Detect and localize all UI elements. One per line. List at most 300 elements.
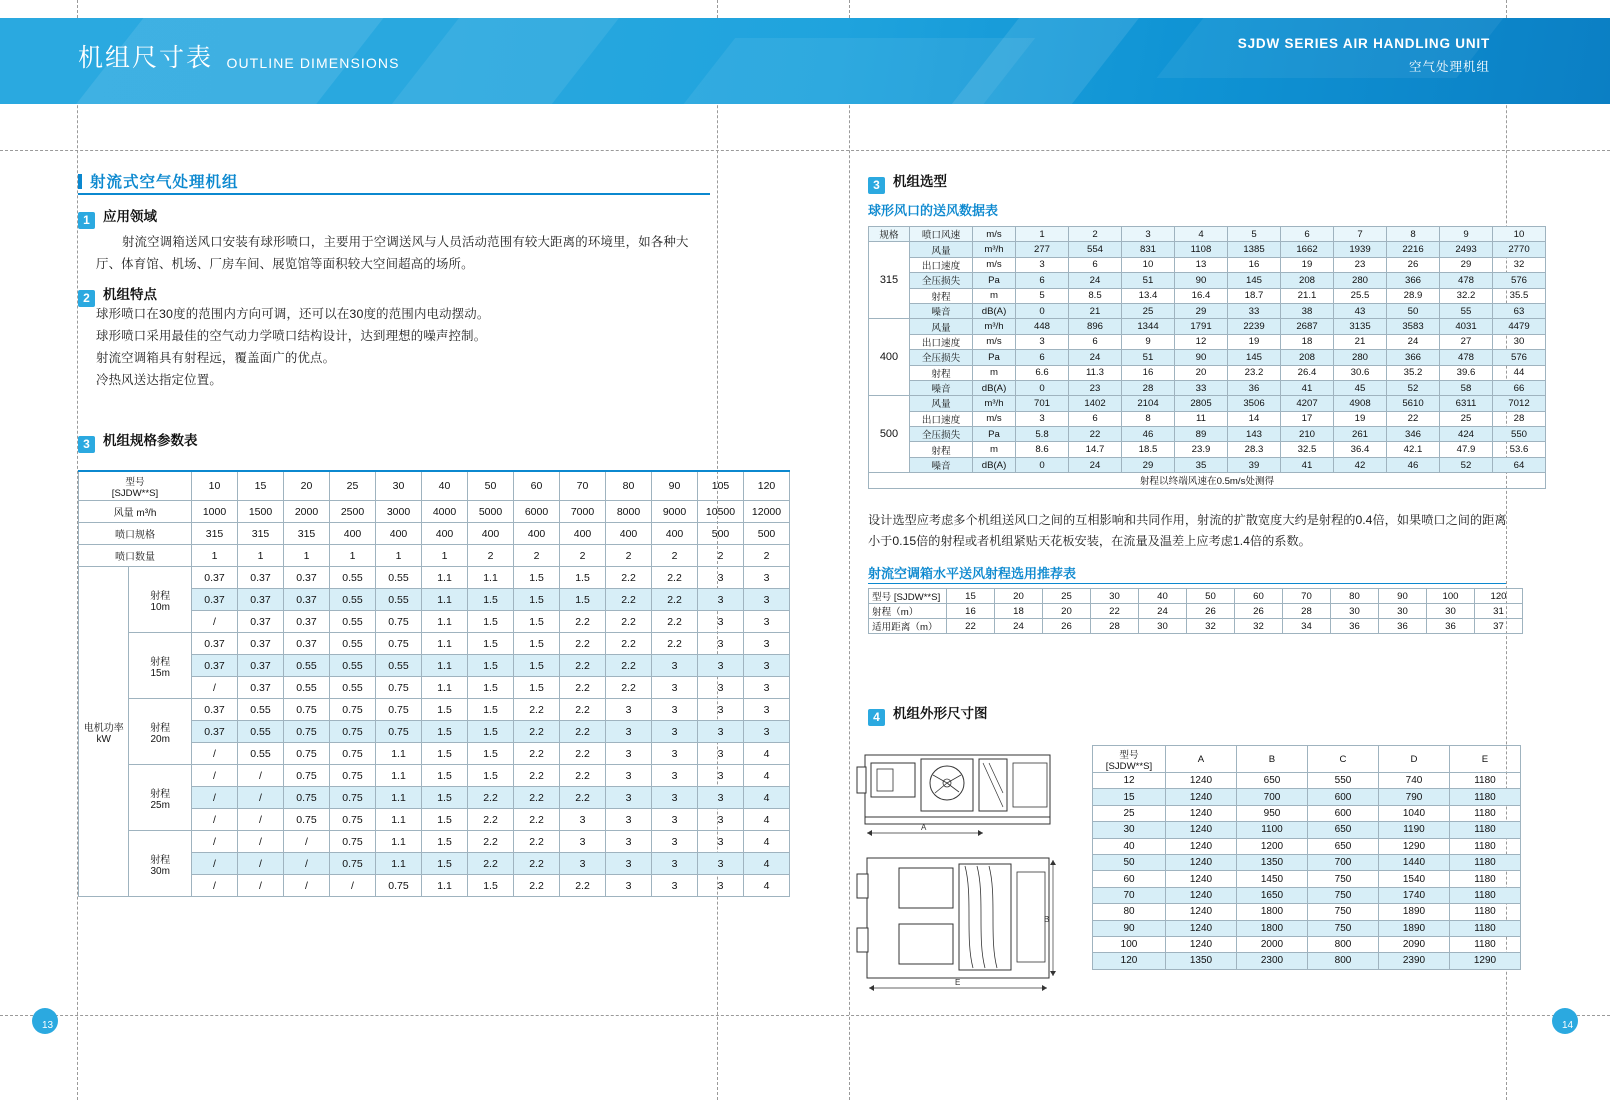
dims-value-cell: 12 bbox=[1093, 773, 1166, 789]
spec-power-cell: 2.2 bbox=[560, 743, 606, 765]
spec-power-cell: 1.1 bbox=[376, 809, 422, 831]
dims-value-cell: 1740 bbox=[1379, 887, 1450, 903]
travel-value-cell: 31 bbox=[1475, 604, 1523, 619]
select-value-cell: 28 bbox=[1493, 411, 1546, 426]
spec-model-cell: 105 bbox=[698, 471, 744, 501]
spec-power-cell: 3 bbox=[652, 809, 698, 831]
spec-power-cell: 2.2 bbox=[560, 677, 606, 699]
select-value-cell: 24 bbox=[1387, 334, 1440, 349]
select-value-cell: 261 bbox=[1334, 427, 1387, 442]
dims-value-cell: 1100 bbox=[1237, 822, 1308, 838]
select-corner-size: 规格 bbox=[869, 227, 910, 242]
select-row-label: 射程 bbox=[910, 288, 973, 303]
select-value-cell: 39.6 bbox=[1440, 365, 1493, 380]
travel-value-cell: 90 bbox=[1379, 589, 1427, 604]
nozzle-air-supply-table bbox=[868, 226, 1546, 489]
select-value-cell: 11 bbox=[1175, 411, 1228, 426]
spec-value-cell: 400 bbox=[468, 523, 514, 545]
spec-power-cell: 3 bbox=[698, 853, 744, 875]
spec-power-cell: 2.2 bbox=[514, 787, 560, 809]
spec-model-cell: 50 bbox=[468, 471, 514, 501]
page-title bbox=[78, 38, 400, 74]
select-value-cell: 1385 bbox=[1228, 242, 1281, 257]
select-value-cell: 576 bbox=[1493, 273, 1546, 288]
dims-value-cell: 600 bbox=[1308, 789, 1379, 805]
select-value-cell: 55 bbox=[1440, 303, 1493, 318]
select-value-cell: 478 bbox=[1440, 273, 1493, 288]
select-value-cell: 3 bbox=[1016, 257, 1069, 272]
spec-power-cell: 0.55 bbox=[330, 589, 376, 611]
dims-value-cell: 750 bbox=[1308, 871, 1379, 887]
select-value-cell: 16.4 bbox=[1175, 288, 1228, 303]
spec-value-cell: 500 bbox=[698, 523, 744, 545]
spec-power-cell: 0.55 bbox=[238, 743, 284, 765]
table-row bbox=[1093, 920, 1521, 936]
table-row bbox=[869, 427, 1546, 442]
spec-power-cell: 1.1 bbox=[422, 633, 468, 655]
select-value-cell: 41 bbox=[1281, 380, 1334, 395]
table-row bbox=[79, 765, 790, 787]
spec-power-cell: 3 bbox=[744, 633, 790, 655]
table-row bbox=[1093, 887, 1521, 903]
travel-value-cell: 70 bbox=[1283, 589, 1331, 604]
spec-power-cell: 0.37 bbox=[284, 589, 330, 611]
dims-value-cell: 750 bbox=[1308, 887, 1379, 903]
select-row-unit: Pa bbox=[973, 273, 1016, 288]
spec-power-label: 电机功率 kW bbox=[79, 567, 129, 897]
dims-value-cell: 1440 bbox=[1379, 854, 1450, 870]
spec-value-cell: 400 bbox=[422, 523, 468, 545]
dims-value-cell: 800 bbox=[1308, 953, 1379, 969]
travel-value-cell: 24 bbox=[995, 619, 1043, 634]
table-row bbox=[79, 523, 790, 545]
spec-power-cell: 3 bbox=[652, 677, 698, 699]
select-value-cell: 51 bbox=[1122, 350, 1175, 365]
select-value-cell: 8.5 bbox=[1069, 288, 1122, 303]
table-row bbox=[869, 350, 1546, 365]
table-row bbox=[869, 288, 1546, 303]
dims-value-cell: 100 bbox=[1093, 936, 1166, 952]
select-row-label: 噪音 bbox=[910, 457, 973, 472]
spec-power-cell: 0.37 bbox=[192, 655, 238, 677]
select-value-cell: 13 bbox=[1175, 257, 1228, 272]
spec-power-cell: 3 bbox=[652, 765, 698, 787]
table-row bbox=[79, 545, 790, 567]
banner-series-label bbox=[1238, 36, 1490, 75]
select-value-cell: 5.8 bbox=[1016, 427, 1069, 442]
spec-power-cell: 1.1 bbox=[376, 743, 422, 765]
select-value-cell: 27 bbox=[1440, 334, 1493, 349]
spec-value-cell: 315 bbox=[238, 523, 284, 545]
travel-value-cell: 30 bbox=[1379, 604, 1427, 619]
block-number: 3 bbox=[868, 177, 885, 194]
spec-power-cell: 3 bbox=[606, 831, 652, 853]
spec-power-cell: 3 bbox=[606, 875, 652, 897]
block-number: 1 bbox=[78, 212, 95, 229]
select-row-unit: m³/h bbox=[973, 396, 1016, 411]
spec-power-cell: 3 bbox=[744, 677, 790, 699]
spec-power-cell: 2.2 bbox=[606, 677, 652, 699]
select-value-cell: 22 bbox=[1069, 427, 1122, 442]
select-value-cell: 28.3 bbox=[1228, 442, 1281, 457]
spec-power-cell: 1.5 bbox=[468, 875, 514, 897]
select-row-unit: m bbox=[973, 442, 1016, 457]
spec-power-cell: 3 bbox=[606, 853, 652, 875]
select-value-cell: 24 bbox=[1069, 350, 1122, 365]
svg-text:E: E bbox=[955, 978, 961, 987]
spec-power-cell: 2.2 bbox=[606, 655, 652, 677]
spec-power-cell: / bbox=[238, 831, 284, 853]
spec-model-cell: 30 bbox=[376, 471, 422, 501]
select-value-cell: 11.3 bbox=[1069, 365, 1122, 380]
dims-value-cell: 1240 bbox=[1166, 822, 1237, 838]
select-row-label: 出口速度 bbox=[910, 334, 973, 349]
spec-power-cell: 0.37 bbox=[192, 699, 238, 721]
spec-power-cell: 1.5 bbox=[422, 831, 468, 853]
spec-power-cell: 3 bbox=[652, 721, 698, 743]
spec-model-cell: 120 bbox=[744, 471, 790, 501]
spec-value-cell: 8000 bbox=[606, 501, 652, 523]
select-row-label: 全压损失 bbox=[910, 273, 973, 288]
spec-power-cell: / bbox=[238, 875, 284, 897]
travel-value-cell: 100 bbox=[1427, 589, 1475, 604]
select-column-header: 10 bbox=[1493, 227, 1546, 242]
spec-value-cell: 400 bbox=[606, 523, 652, 545]
select-table-title: 球形风口的送风数据表 bbox=[868, 203, 999, 218]
select-value-cell: 14 bbox=[1228, 411, 1281, 426]
select-value-cell: 1108 bbox=[1175, 242, 1228, 257]
spec-power-cell: 3 bbox=[606, 809, 652, 831]
select-value-cell: 6.6 bbox=[1016, 365, 1069, 380]
select-value-cell: 42.1 bbox=[1387, 442, 1440, 457]
travel-value-cell: 32 bbox=[1235, 619, 1283, 634]
select-row-unit: m³/h bbox=[973, 242, 1016, 257]
spec-power-cell: 0.55 bbox=[376, 589, 422, 611]
select-value-cell: 66 bbox=[1493, 380, 1546, 395]
select-value-cell: 1344 bbox=[1122, 319, 1175, 334]
travel-value-cell: 22 bbox=[947, 619, 995, 634]
select-row-unit: dB(A) bbox=[973, 380, 1016, 395]
spec-power-cell: 1.1 bbox=[422, 589, 468, 611]
select-value-cell: 89 bbox=[1175, 427, 1228, 442]
select-value-cell: 19 bbox=[1228, 334, 1281, 349]
spec-power-cell: 0.55 bbox=[238, 699, 284, 721]
travel-value-cell: 80 bbox=[1331, 589, 1379, 604]
select-column-header: 8 bbox=[1387, 227, 1440, 242]
block-heading-selection bbox=[868, 170, 947, 194]
select-value-cell: 22 bbox=[1387, 411, 1440, 426]
travel-value-cell: 15 bbox=[947, 589, 995, 604]
travel-value-cell: 28 bbox=[1091, 619, 1139, 634]
dims-header-cell: D bbox=[1379, 746, 1450, 773]
select-unit-header: m/s bbox=[973, 227, 1016, 242]
block-number: 4 bbox=[868, 709, 885, 726]
select-value-cell: 24 bbox=[1069, 273, 1122, 288]
left-section-title bbox=[78, 170, 239, 192]
select-value-cell: 0 bbox=[1016, 457, 1069, 472]
select-row-unit: m bbox=[973, 288, 1016, 303]
dims-value-cell: 1180 bbox=[1450, 854, 1521, 870]
block-title: 机组外形尺寸图 bbox=[893, 706, 988, 721]
select-value-cell: 28.9 bbox=[1387, 288, 1440, 303]
spec-power-cell: 2.2 bbox=[560, 633, 606, 655]
select-value-cell: 5 bbox=[1016, 288, 1069, 303]
spec-row-label: 喷口规格 bbox=[79, 523, 192, 545]
spec-model-cell: 40 bbox=[422, 471, 468, 501]
travel-value-cell: 25 bbox=[1043, 589, 1091, 604]
dims-value-cell: 1450 bbox=[1237, 871, 1308, 887]
select-value-cell: 210 bbox=[1281, 427, 1334, 442]
table-row bbox=[869, 604, 1523, 619]
select-value-cell: 2216 bbox=[1387, 242, 1440, 257]
spec-power-cell: 2.2 bbox=[652, 611, 698, 633]
select-value-cell: 4031 bbox=[1440, 319, 1493, 334]
dims-header-cell: 型号 [SJDW**S] bbox=[1093, 746, 1166, 773]
travel-value-cell: 28 bbox=[1283, 604, 1331, 619]
table-row bbox=[869, 257, 1546, 272]
select-value-cell: 17 bbox=[1281, 411, 1334, 426]
select-value-cell: 208 bbox=[1281, 273, 1334, 288]
table-row bbox=[1093, 936, 1521, 952]
select-value-cell: 50 bbox=[1387, 303, 1440, 318]
dims-value-cell: 1240 bbox=[1166, 887, 1237, 903]
spec-model-cell: 15 bbox=[238, 471, 284, 501]
select-value-cell: 52 bbox=[1440, 457, 1493, 472]
select-row-unit: Pa bbox=[973, 350, 1016, 365]
select-corner-velocity: 喷口风速 bbox=[910, 227, 973, 242]
table-row bbox=[869, 303, 1546, 318]
spec-value-cell: 7000 bbox=[560, 501, 606, 523]
spec-power-cell: 0.55 bbox=[330, 633, 376, 655]
spec-model-cell: 10 bbox=[192, 471, 238, 501]
spec-power-cell: 1.5 bbox=[560, 567, 606, 589]
horizontal-throw-table bbox=[868, 588, 1523, 634]
travel-value-cell: 120 bbox=[1475, 589, 1523, 604]
travel-value-cell: 26 bbox=[1235, 604, 1283, 619]
spec-power-cell: / bbox=[192, 787, 238, 809]
travel-value-cell: 36 bbox=[1331, 619, 1379, 634]
select-value-cell: 448 bbox=[1016, 319, 1069, 334]
table-row bbox=[869, 619, 1523, 634]
spec-model-cell: 80 bbox=[606, 471, 652, 501]
dims-value-cell: 600 bbox=[1308, 805, 1379, 821]
select-value-cell: 30.6 bbox=[1334, 365, 1387, 380]
dims-value-cell: 790 bbox=[1379, 789, 1450, 805]
select-value-cell: 0 bbox=[1016, 303, 1069, 318]
spec-power-cell: 0.75 bbox=[284, 809, 330, 831]
spec-power-cell: 1.5 bbox=[514, 611, 560, 633]
spec-power-cell: 2.2 bbox=[514, 699, 560, 721]
travel-value-cell: 32 bbox=[1187, 619, 1235, 634]
spec-power-cell: 1.1 bbox=[422, 611, 468, 633]
select-value-cell: 32 bbox=[1493, 257, 1546, 272]
select-value-cell: 0 bbox=[1016, 380, 1069, 395]
table-row bbox=[869, 380, 1546, 395]
page-title-en: OUTLINE DIMENSIONS bbox=[226, 55, 400, 71]
spec-power-cell: 3 bbox=[606, 699, 652, 721]
select-value-cell: 23.9 bbox=[1175, 442, 1228, 457]
select-row-unit: m/s bbox=[973, 257, 1016, 272]
spec-power-cell: 3 bbox=[698, 787, 744, 809]
spec-power-cell: 0.75 bbox=[330, 699, 376, 721]
spec-power-cell: / bbox=[284, 875, 330, 897]
select-size-label: 500 bbox=[869, 396, 910, 473]
select-value-cell: 42 bbox=[1334, 457, 1387, 472]
spec-power-cell: 3 bbox=[560, 853, 606, 875]
dims-value-cell: 740 bbox=[1379, 773, 1450, 789]
spec-power-cell: 0.37 bbox=[238, 567, 284, 589]
table-row bbox=[1093, 854, 1521, 870]
spec-power-cell: 1.5 bbox=[468, 721, 514, 743]
select-value-cell: 4207 bbox=[1281, 396, 1334, 411]
table-row bbox=[79, 831, 790, 853]
select-value-cell: 2770 bbox=[1493, 242, 1546, 257]
spec-power-cell: 0.75 bbox=[330, 765, 376, 787]
spec-power-cell: 3 bbox=[698, 589, 744, 611]
select-value-cell: 18.5 bbox=[1122, 442, 1175, 457]
table-row bbox=[1093, 904, 1521, 920]
table-row bbox=[79, 471, 790, 501]
select-value-cell: 52 bbox=[1387, 380, 1440, 395]
table-row bbox=[869, 319, 1546, 334]
select-value-cell: 424 bbox=[1440, 427, 1493, 442]
spec-power-cell: 2.2 bbox=[560, 765, 606, 787]
dims-value-cell: 2090 bbox=[1379, 936, 1450, 952]
travel-underline bbox=[868, 583, 1506, 584]
select-value-cell: 5610 bbox=[1387, 396, 1440, 411]
spec-throw-label: 射程 20m bbox=[129, 699, 192, 765]
spec-power-cell: 2.2 bbox=[560, 655, 606, 677]
spec-power-cell: 4 bbox=[744, 765, 790, 787]
dims-value-cell: 1540 bbox=[1379, 871, 1450, 887]
spec-value-cell: 5000 bbox=[468, 501, 514, 523]
select-row-label: 射程 bbox=[910, 365, 973, 380]
select-value-cell: 23 bbox=[1334, 257, 1387, 272]
spec-value-cell: 2 bbox=[468, 545, 514, 567]
spec-power-cell: 1.5 bbox=[422, 787, 468, 809]
spec-power-cell: 0.37 bbox=[284, 567, 330, 589]
select-value-cell: 6311 bbox=[1440, 396, 1493, 411]
travel-value-cell: 20 bbox=[1043, 604, 1091, 619]
page-number-left: 13 bbox=[42, 1020, 54, 1031]
select-value-cell: 701 bbox=[1016, 396, 1069, 411]
dims-value-cell: 700 bbox=[1237, 789, 1308, 805]
dims-value-cell: 2300 bbox=[1237, 953, 1308, 969]
spec-power-cell: 3 bbox=[698, 809, 744, 831]
dims-value-cell: 80 bbox=[1093, 904, 1166, 920]
spec-throw-label: 射程 25m bbox=[129, 765, 192, 831]
spec-throw-label: 射程 10m bbox=[129, 567, 192, 633]
select-row-label: 风量 bbox=[910, 396, 973, 411]
spec-power-cell: 0.75 bbox=[376, 633, 422, 655]
select-value-cell: 51 bbox=[1122, 273, 1175, 288]
feature-line-1: 球形喷口在30度的范围内方向可调，还可以在30度的范围内电动摆动。 bbox=[96, 307, 490, 321]
dims-value-cell: 1180 bbox=[1450, 904, 1521, 920]
select-value-cell: 4479 bbox=[1493, 319, 1546, 334]
spec-value-cell: 2 bbox=[560, 545, 606, 567]
select-value-cell: 143 bbox=[1228, 427, 1281, 442]
spec-value-cell: 1 bbox=[238, 545, 284, 567]
spec-power-cell: 3 bbox=[652, 655, 698, 677]
dims-value-cell: 1180 bbox=[1450, 936, 1521, 952]
spec-model-cell: 25 bbox=[330, 471, 376, 501]
select-value-cell: 36 bbox=[1228, 380, 1281, 395]
spec-power-cell: 0.55 bbox=[284, 677, 330, 699]
dims-header-cell: C bbox=[1308, 746, 1379, 773]
select-column-header: 6 bbox=[1281, 227, 1334, 242]
select-value-cell: 18.7 bbox=[1228, 288, 1281, 303]
spec-power-cell: 3 bbox=[652, 743, 698, 765]
spec-value-cell: 315 bbox=[284, 523, 330, 545]
spec-value-cell: 2000 bbox=[284, 501, 330, 523]
select-value-cell: 6 bbox=[1069, 334, 1122, 349]
spec-power-cell: 3 bbox=[744, 699, 790, 721]
select-column-header: 5 bbox=[1228, 227, 1281, 242]
select-value-cell: 7012 bbox=[1493, 396, 1546, 411]
select-value-cell: 25.5 bbox=[1334, 288, 1387, 303]
spec-power-cell: 3 bbox=[698, 567, 744, 589]
selection-note: 设计选型应考虑多个机组送风口之间的互相影响和共同作用，射流的扩散宽度大约是射程的0.4倍，如果喷口之间的距离小于0.15倍的射程或者机组紧贴天花板安装，在流量及温差上应考虑1.4倍的系数。 bbox=[868, 513, 1507, 548]
dims-value-cell: 1240 bbox=[1166, 854, 1237, 870]
select-value-cell: 19 bbox=[1334, 411, 1387, 426]
spec-power-cell: / bbox=[192, 611, 238, 633]
block-heading-application bbox=[78, 205, 157, 229]
select-value-cell: 35 bbox=[1175, 457, 1228, 472]
spec-power-cell: 4 bbox=[744, 743, 790, 765]
dims-value-cell: 2000 bbox=[1237, 936, 1308, 952]
page-banner bbox=[0, 18, 1610, 104]
spec-power-cell: 3 bbox=[744, 721, 790, 743]
spec-value-cell: 315 bbox=[192, 523, 238, 545]
unit-side-view-drawing bbox=[855, 745, 1060, 845]
dims-value-cell: 650 bbox=[1308, 838, 1379, 854]
dims-value-cell: 1290 bbox=[1450, 953, 1521, 969]
spec-power-cell: 1.5 bbox=[514, 677, 560, 699]
travel-value-cell: 34 bbox=[1283, 619, 1331, 634]
spec-power-cell: 0.37 bbox=[238, 611, 284, 633]
dims-value-cell: 1890 bbox=[1379, 904, 1450, 920]
spec-power-cell: 4 bbox=[744, 787, 790, 809]
spec-model-cell: 60 bbox=[514, 471, 560, 501]
spec-value-cell: 500 bbox=[744, 523, 790, 545]
travel-value-cell: 22 bbox=[1091, 604, 1139, 619]
spec-power-cell: 1.5 bbox=[422, 765, 468, 787]
dims-value-cell: 550 bbox=[1308, 773, 1379, 789]
select-value-cell: 43 bbox=[1334, 303, 1387, 318]
dims-value-cell: 1180 bbox=[1450, 822, 1521, 838]
spec-power-cell: 1.5 bbox=[468, 677, 514, 699]
table-row bbox=[869, 242, 1546, 257]
spec-power-cell: 0.55 bbox=[330, 677, 376, 699]
spec-power-cell: 3 bbox=[652, 831, 698, 853]
spec-power-cell: 3 bbox=[698, 743, 744, 765]
dims-value-cell: 1350 bbox=[1237, 854, 1308, 870]
spec-power-cell: / bbox=[238, 787, 284, 809]
spec-power-cell: 4 bbox=[744, 809, 790, 831]
spec-power-cell: 2.2 bbox=[514, 765, 560, 787]
spec-power-cell: / bbox=[192, 853, 238, 875]
select-value-cell: 28 bbox=[1122, 380, 1175, 395]
spec-power-cell: 1.5 bbox=[422, 721, 468, 743]
dims-value-cell: 1180 bbox=[1450, 871, 1521, 887]
spec-power-cell: 2.2 bbox=[606, 633, 652, 655]
select-value-cell: 45 bbox=[1334, 380, 1387, 395]
table-row bbox=[869, 411, 1546, 426]
travel-value-cell: 40 bbox=[1139, 589, 1187, 604]
select-value-cell: 9 bbox=[1122, 334, 1175, 349]
spec-power-cell: 3 bbox=[606, 743, 652, 765]
travel-row-label: 射程（m） bbox=[869, 604, 947, 619]
